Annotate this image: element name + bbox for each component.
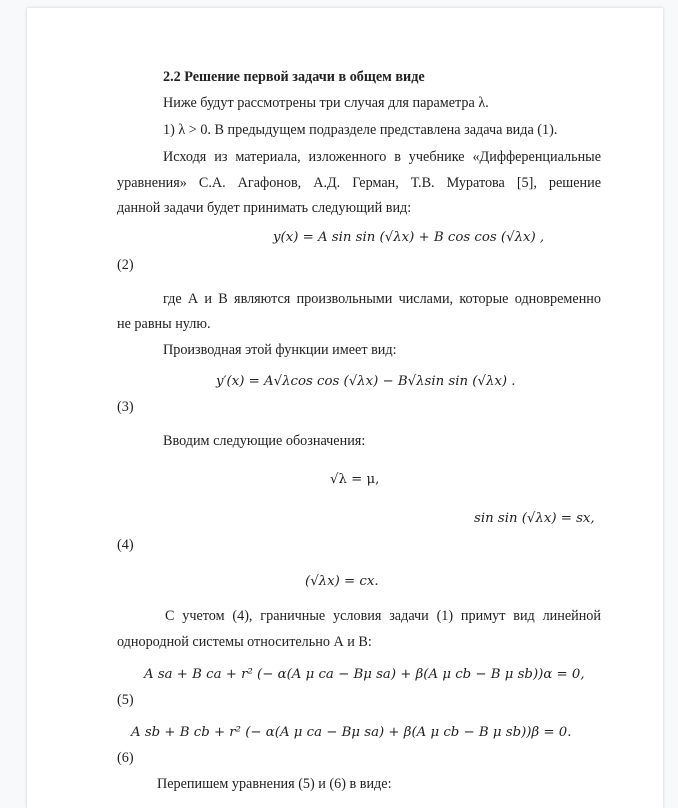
formula-5: A sa + B ca + r² (− α(A μ ca − Bμ sa) + β(A μ cb − B μ sb))α = 0,: [144, 667, 585, 682]
equation-label: (2): [117, 257, 134, 273]
paragraph: Ниже будут рассмотрены три случая для параметра λ.: [163, 95, 489, 111]
equation-label: (4): [117, 537, 134, 553]
paragraph: уравнения» С.А. Агафонов, А.Д. Герман, Т.В. Муратова [5], решение: [117, 175, 601, 191]
paragraph: Производная этой функции имеет вид:: [163, 342, 397, 358]
formula-4c: (√λx) = cx.: [305, 574, 379, 589]
paragraph: Перепишем уравнения (5) и (6) в виде:: [157, 776, 392, 792]
paragraph: С учетом (4), граничные условия задачи (1) примут вид линейной: [165, 608, 601, 624]
formula-4b: sin sin (√λx) = sx,: [474, 511, 595, 526]
paragraph: не равны нулю.: [117, 316, 211, 332]
section-heading: 2.2 Решение первой задачи в общем виде: [163, 69, 425, 85]
equation-label: (5): [117, 692, 134, 708]
paragraph: данной задачи будет принимать следующий вид:: [117, 200, 412, 216]
formula-3: y′(x) = A√λcos cos (√λx) − B√λsin sin (√λx) .: [216, 374, 516, 389]
paragraph: однородной системы относительно А и В:: [117, 634, 372, 650]
formula-6: A sb + B cb + r² (− α(A μ ca − Bμ sa) + β(A μ cb − B μ sb))β = 0.: [131, 725, 572, 740]
equation-label: (6): [117, 750, 134, 766]
paragraph: где А и В являются произвольными числами, которые одновременно: [163, 291, 601, 307]
formula-4a: √λ = μ,: [330, 472, 380, 487]
paragraph: Исходя из материала, изложенного в учебнике «Дифференциальные: [163, 149, 601, 165]
paragraph: 1) λ > 0. В предыдущем подразделе представлена задача вида (1).: [163, 122, 558, 138]
formula-2: y(x) = A sin sin (√λx) + B cos cos (√λx) ,: [273, 230, 545, 245]
paragraph: Вводим следующие обозначения:: [163, 433, 366, 449]
equation-label: (3): [117, 399, 134, 415]
